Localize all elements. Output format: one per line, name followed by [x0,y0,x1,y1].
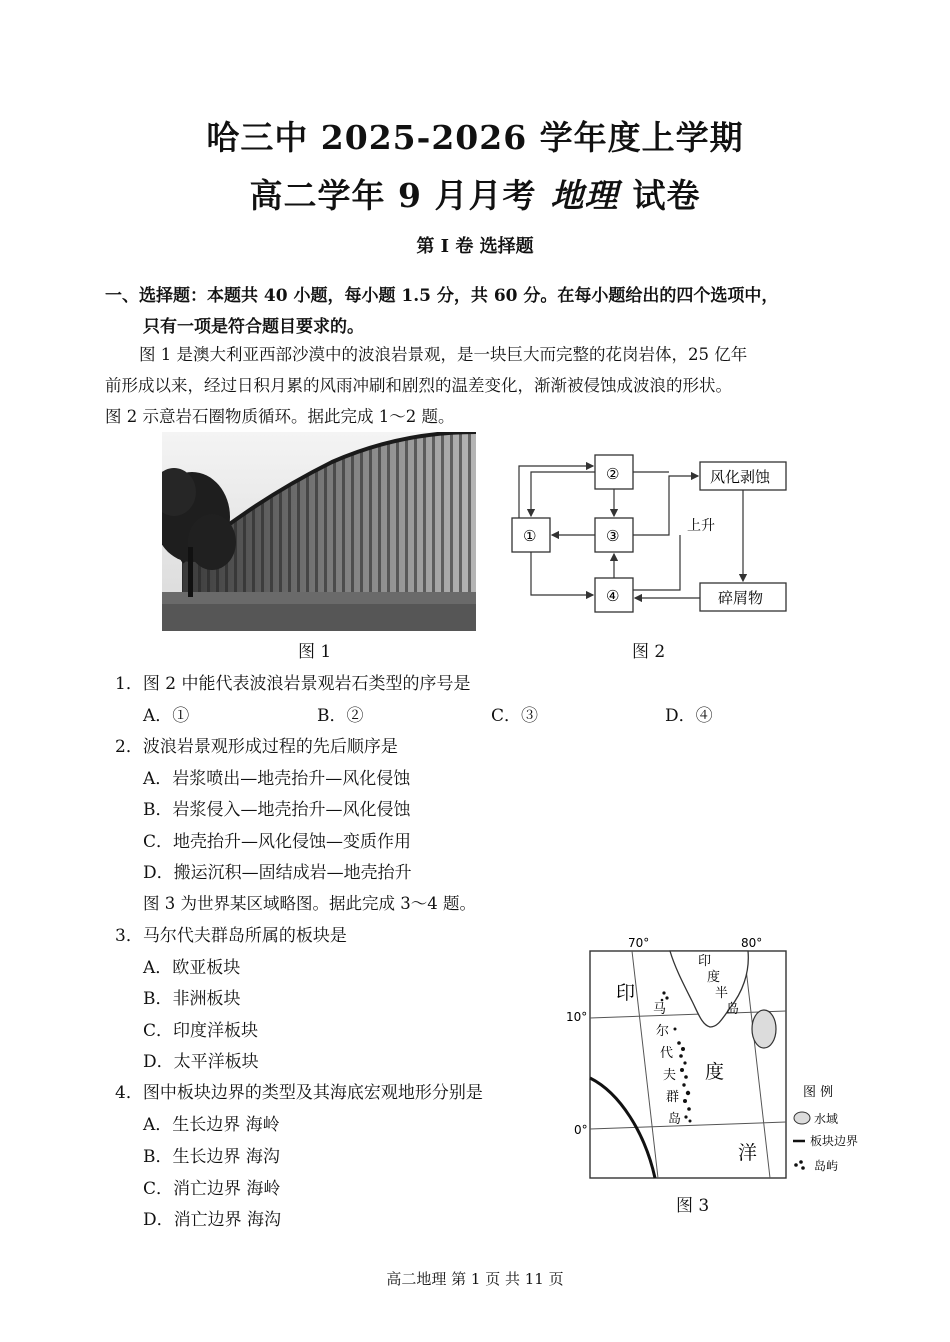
intro1-line3: 图 2 示意岩石圈物质循环。据此完成 1～2 题。 [105,407,455,426]
legend-boundary-label: 板块边界 [810,1134,859,1148]
maldives-char-3: 代 [660,1046,674,1061]
page-footer: 高二地理 第 1 页 共 11 页 [386,1270,564,1288]
maldives-char-4: 夫 [663,1068,677,1083]
ocean-label-1: 印 [616,982,636,1004]
peninsula-char-2: 度 [707,970,721,985]
exam-title-line1: 哈三中 2025-2026 学年度上学期 [206,118,744,157]
section-heading-line1: 一、选择题：本题共 40 小题，每小题 1.5 分，共 60 分。在每小题给出的四个选项中， [105,286,779,306]
legend-water-label: 水域 [814,1112,839,1126]
q4-option-d[interactable]: D．消亡边界 海沟 [143,1210,282,1230]
figure1-caption: 图 1 [298,642,332,662]
q2-option-a[interactable]: A．岩浆喷出—地壳抬升—风化侵蚀 [143,769,411,789]
volume-heading: 第 I 卷 选择题 [416,236,534,257]
sri-lanka-shape [752,1010,776,1048]
section-heading [105,281,865,343]
q3-option-a[interactable]: A．欧亚板块 [143,958,241,978]
legend-island-icon [794,1160,805,1170]
ocean-label-3: 洋 [738,1142,758,1164]
q4-option-c[interactable]: C．消亡边界 海岭 [143,1179,281,1199]
maldives-char-1: 马 [653,1002,667,1017]
wave-rock-photo [162,432,476,631]
question-3-stem: 3．马尔代夫群岛所属的板块是 [115,926,347,946]
q3-option-d[interactable]: D．太平洋板块 [143,1052,259,1072]
box2-label: ② [606,465,620,483]
legend-title: 图 例 [803,1085,834,1100]
peninsula-char-3: 半 [715,986,729,1001]
question-1-stem: 1．图 2 中能代表波浪岩景观岩石类型的序号是 [115,674,471,694]
q2-option-d[interactable]: D．搬运沉积—固结成岩—地壳抬升 [143,863,412,883]
intro-paragraph-1 [105,339,850,432]
intro1-line2: 前形成以来，经过日积月累的风雨冲刷和剧烈的温差变化，渐渐被侵蚀成波浪的形状。 [105,376,732,395]
intro-paragraph-2: 图 3 为世界某区域略图。据此完成 3～4 题。 [143,894,476,913]
maldives-char-2: 尔 [656,1024,670,1039]
figure2-caption: 图 2 [632,642,666,662]
legend-island-label: 岛屿 [814,1159,839,1173]
uplift-label: 上升 [687,518,715,534]
question-4-stem: 4．图中板块边界的类型及其海底宏观地形分别是 [115,1083,483,1103]
question-2-stem: 2．波浪岩景观形成过程的先后顺序是 [115,737,398,757]
legend-water-icon [794,1112,810,1124]
q4-option-b[interactable]: B．生长边界 海沟 [143,1147,280,1167]
lon-80-label: 80° [741,936,763,950]
q4-option-a[interactable]: A．生长边界 海岭 [143,1115,280,1135]
peninsula-char-1: 印 [698,954,712,969]
exam-title-line2 [0,170,950,217]
q3-option-b[interactable]: B．非洲板块 [143,989,241,1009]
q3-option-c[interactable]: C．印度洋板块 [143,1021,259,1041]
weathering-label: 风化剥蚀 [710,468,771,486]
q2-option-b[interactable]: B．岩浆侵入—地壳抬升—风化侵蚀 [143,800,411,820]
lon-70-label: 70° [628,936,650,950]
box3-label: ③ [606,527,620,545]
title-grade: 高二学年 9 月月考 [249,176,537,215]
q1-option-a[interactable]: A．① [143,706,190,726]
maldives-region-map [560,933,880,1183]
lat-0-label: 0° [574,1123,588,1137]
lat-10-label: 10° [566,1010,588,1024]
figure3-caption: 图 3 [676,1196,710,1216]
debris-label: 碎屑物 [718,589,764,607]
q1-option-c[interactable]: C．③ [491,706,539,726]
peninsula-char-4: 岛 [726,1002,740,1017]
q1-option-d[interactable]: D．④ [665,706,713,726]
intro1-line1: 图 1 是澳大利亚西部沙漠中的波浪岩景观，是一块巨大而完整的花岗岩体，25 亿年 [139,345,748,364]
maldives-char-6: 岛 [668,1112,682,1127]
box1-label: ① [523,527,537,545]
title-subject: 地理 [550,176,619,215]
box4-label: ④ [606,587,620,605]
maldives-char-5: 群 [666,1090,680,1105]
rock-cycle-diagram [505,450,805,620]
q2-option-c[interactable]: C．地壳抬升—风化侵蚀—变质作用 [143,832,412,852]
title-suffix: 试卷 [632,176,701,215]
section-heading-line2: 只有一项是符合题目要求的。 [143,317,364,337]
q1-option-b[interactable]: B．② [317,706,364,726]
ocean-label-2: 度 [705,1061,725,1083]
